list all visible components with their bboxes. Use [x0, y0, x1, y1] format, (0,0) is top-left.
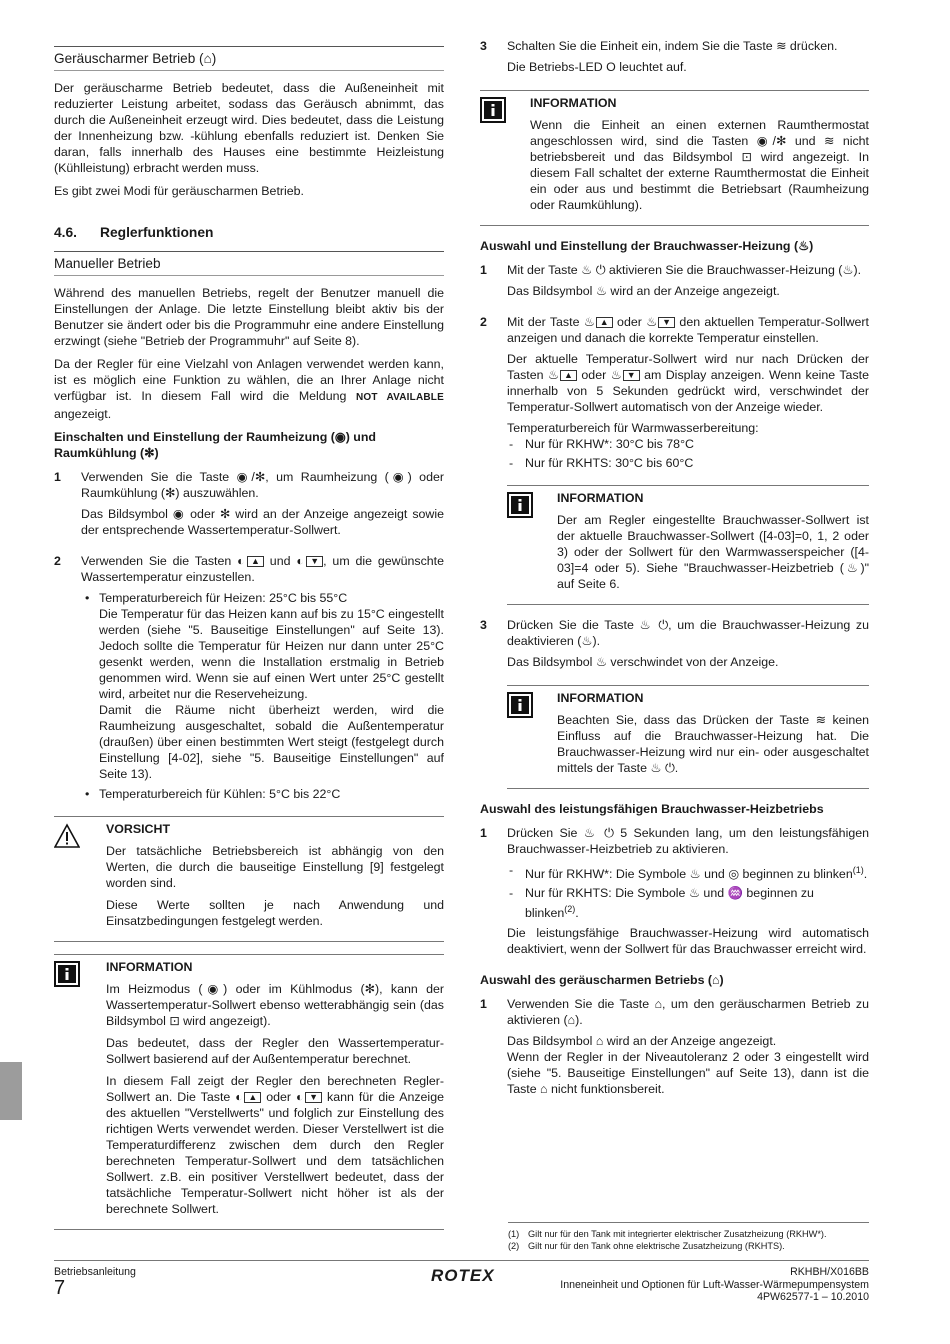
footnote-ref: (2) [564, 904, 576, 914]
list-item: - Nur für RKHW*: Die Symbole ♨ und ◎ beginnen zu blinken$^{(1)}$. [507, 862, 869, 882]
list-item: - Nur für RKHW*: 30°C bis 78°C [507, 436, 869, 452]
page-number: 7 [54, 1277, 66, 1299]
step-2: 2 Verwenden Sie die Tasten ◐ ▲ und ◐ ▼ , um die gewünschte Wassertemperatur einzustellen. • Temperaturbereich für Heizen: 25°C bis 55°C Die Temperatur für das Heizen kann auf bis zu 15°C eingestellt werden (siehe "5. Bauseitige Einstellungen" auf Seite 13). Jedoch sollte die Temperatur für Heizen nur dann unter 25°C gesenkt werden, wenn die Installation erstmalig in Betrieb genommen wird. Wenn sie auf einen Wert unter 25°C gestellt wird, arbeitet nur die Reserveheizung. Damit die Räume nicht überheizt werden, wird die Raumheizung ausgeschaltet, sobald die Außentemperatur (draußen) über einen bestimmten Wert steigt (festgelegt durch Einstellung [4-02], siehe "5. Bauseitige Einstellungen" auf Seite 13). • Temperaturbereich für Kühlen: 5°C bis 22°C [54, 553, 444, 806]
down-key-icon: ▼ [305, 1092, 322, 1103]
subheading-quiet-mode: Auswahl des geräuscharmen Betriebs (⌂) [480, 973, 724, 987]
step-2: 2 Mit der Taste ♨ ▲ oder ♨ ▼ den aktuellen Temperatur-Sollwert anzeigen und danach die korrekte Temperatur einstellen. Der aktuelle Temperatur-Sollwert wird nur nach Drücken der Tasten ♨ ▲ oder ♨ ▼ am Display anzeigen. Wenn keine Taste innerhalb von 5 Sekunden gedrückt wird, verschwindet der Temperatur-Sollwert automatisch von der Anzeige wieder. Temperaturbereich für Warmwasserbereitung: - Nur für RKHW*: 30°C bis 78°C - Nur für RKHTS: 30°C bis 60°C [480, 314, 869, 475]
doc-info [560, 1266, 869, 1304]
caution-title: VORSICHT [106, 822, 171, 836]
up-key-icon: ▲ [247, 556, 264, 567]
info-icon [507, 492, 533, 518]
footnote-ref: (1) [852, 865, 864, 875]
paragraph: Es gibt zwei Modi für geräuscharmen Betrieb. [54, 184, 304, 198]
step-1: 1 Verwenden Sie die Taste ◉/✻, um Raumheizung (◉) oder Raumkühlung (✻) auszuwählen. Das Bildsymbol ◉ oder ✻ wird an der Anzeige angezeigt sowie der entsprechende Wassertemperatur-Sollwert. [54, 470, 444, 537]
up-key-icon: ▲ [560, 370, 577, 381]
doc-subtitle: Inneneinheit und Optionen für Luft-Wasser-Wärmepumpensystem [560, 1278, 869, 1291]
info-box: INFORMATION Der am Regler eingestellte Brauchwasser-Sollwert ist der aktuelle Brauchwasser-Sollwert ([4-03]=0, 1, 2 oder 3) oder der Sollwert für den Warmwasserspeicher ([4-03]=4 oder 5). Siehe "Brauchwasser-Heizbetrieb (♨)" auf Seite 6. [507, 485, 869, 605]
chapter-number: 4.6. [54, 225, 78, 240]
info-icon [54, 961, 80, 987]
paragraph: Der geräuscharme Betrieb bedeutet, dass die Außeneinheit mit reduzierter Leistung arbeitet, sodass das Geräusch abnimmt, das durch die Außeneinheit erzeugt wird. Dies bedeutet, dass die Leistung der Innenheizung bzw. -kühlung ebenfalls reduziert ist. Denken Sie daran, falls innerhalb des Hauses eine bestimmte Heizleistung (Kühlleistung) erbracht werden muss. [54, 81, 444, 175]
footnotes [508, 1222, 869, 1252]
list-item: - Nur für RKHTS: Die Symbole ♨ und ♒ beginnen zu blinken$^{(2)}$. [507, 885, 869, 921]
subheading-hot-water: Auswahl und Einstellung der Brauchwasser-Heizung (♨) [480, 239, 814, 253]
paragraph: Da der Regler für eine Vielzahl von Anlagen verwendet werden kann, ist es möglich eine Funktion zu wählen, die an Ihrer Anlage nicht verfügbar ist. In diesem Fall wird die Meldung NOT AVAILABLE angezeigt. [54, 357, 444, 421]
info-icon [507, 692, 533, 718]
dash-list [507, 436, 869, 471]
down-key-icon: ▼ [623, 370, 640, 381]
info-box: INFORMATION Im Heizmodus (◉) oder im Kühlmodus (✻), kann der Wassertemperatur-Sollwert ebenso wetterabhängig sein (das Bildsymbol ⊡ wird angezeigt). Das bedeutet, dass der Regler den Wassertemperatur-Sollwert basierend auf der Außentemperatur berechnet. In diesem Fall zeigt der Regler den berechneten Regler-Sollwert an. Die Taste ◐ ▲ oder ◐ ▼ kann für die Anzeige des aktuellen "Verstellwerts" und folglich zur Einstellung des richtigen Werts verwendet werden. Dieser Verstellwert ist die Temperaturdifferenz zwischen dem durch den Regler berechneten Temperatur-Sollwert und dem tatsächlichen Sollwert. z.B. ein positiver Verstellwert bedeutet, dass der tatsächliche Temperatur-Sollwert nicht höher ist als der berechnete Sollwert. [54, 954, 444, 1230]
info-icon [480, 97, 506, 123]
footnote: (2) Gilt nur für den Tank ohne elektrische Zusatzheizung (RKHTS). [508, 1241, 785, 1251]
info-title: INFORMATION [106, 960, 193, 974]
paragraph: Während des manuellen Betriebs, regelt der Benutzer manuell die Einstellungen der Anlage. Die letzte Einstellung bleibt aktiv bis der Benutzer sie ändert oder bis die Programmuhr eine andere Einstellung erzwingt (siehe "Betrieb der Programmuhr" auf Seite 8). [54, 286, 444, 348]
brand-logo: ROTEX [431, 1266, 495, 1285]
warning-icon [54, 823, 80, 849]
dash-list [507, 862, 869, 921]
info-box: INFORMATION Beachten Sie, dass das Drücken der Taste ≋ keinen Einfluss auf die Brauchwasser-Heizung hat. Die Brauchwasser-Heizung wird nur ein- oder ausgeschaltet mittels der Taste ♨ ⏻. [507, 685, 869, 789]
page-footer [54, 1260, 869, 1303]
step-1: 1 Verwenden Sie die Taste ⌂, um den geräuscharmen Betrieb zu aktivieren (⌂). Das Bildsymbol ⌂ wird an der Anzeige angezeigt. Wenn der Regler in der Niveautoleranz 2 oder 3 eingestellt wird (siehe "5. Bauseitige Einstellungen" auf Seite 13), dann ist die Taste ⌂ nicht funktionsbereit. [480, 997, 869, 1096]
step-1: 1 Mit der Taste ♨ ⏻ aktivieren Sie die Brauchwasser-Heizung (♨). Das Bildsymbol ♨ wird an der Anzeige angezeigt. [480, 263, 862, 298]
step-1: 1 Drücken Sie ♨ ⏻ 5 Sekunden lang, um den leistungsfähigen Brauchwasser-Heizbetrieb zu aktivieren. - Nur für RKHW*: Die Symbole ♨ und ◎ beginnen zu blinken$^{(1)}$. - Nur für RKHTS: Die Symbole ♨ und ♒ beginnen zu blinken$^{(2)}$. Die leistungsfähige Brauchwasser-Heizung wird automatisch deaktiviert, wenn der Sollwert für das Brauchwasser erreicht wird. [480, 825, 869, 962]
right-column [480, 38, 869, 1112]
info-box: INFORMATION Wenn die Einheit an einen externen Raumthermostat angeschlossen wird, sind die Tasten ◉/✻ und ≋ nicht betriebsbereit und das Bildsymbol ⊡ wird angezeigt. In diesem Fall schaltet der externe Raumthermostat die Einheit ein oder aus und bestimmt die Betriebsart (Raumheizung oder Raumkühlung). [480, 90, 869, 226]
list-item: • Temperaturbereich für Heizen: 25°C bis 55°C Die Temperatur für das Heizen kann auf bis zu 15°C eingestellt werden (siehe "5. Bauseitige Einstellungen" auf Seite 13). Jedoch sollte die Temperatur für Heizen nur dann unter 25°C gesenkt werden, wenn die Installation erstmalig in Betrieb genommen wird. Wenn sie auf einen Wert unter 25°C gestellt wird, arbeitet nur die Reserveheizung. Damit die Räume nicht überheizt werden, wird die Raumheizung ausgeschaltet, sobald die Außentemperatur (draußen) über einen bestimmten Wert steigt (festgelegt durch Einstellung [4-02], siehe "5. Bauseitige Einstellungen" auf Seite 13). [81, 590, 444, 782]
section-heading-manual: Manueller Betrieb [54, 251, 444, 276]
not-available-message: NOT AVAILABLE [355, 392, 444, 403]
up-key-icon: ▲ [244, 1092, 261, 1103]
chapter-title: Reglerfunktionen [100, 225, 214, 240]
doc-type: Betriebsanleitung [54, 1266, 136, 1278]
caution-box: VORSICHT Der tatsächliche Betriebsbereich ist abhängig von den Werten, die durch die bauseitige Einstellung [9] festgelegt worden sind. Diese Werte sollten je nach Anwendung und Einsatzbedingungen festgelegt werden. [54, 816, 444, 942]
step-3: 3 Drücken Sie die Taste ♨ ⏻, um die Brauchwasser-Heizung zu deaktivieren (♨). Das Bildsymbol ♨ verschwindet von der Anzeige. [480, 618, 869, 669]
list-item: • Temperaturbereich für Kühlen: 5°C bis 22°C [81, 786, 444, 802]
model-code: RKHBH/X016BB [790, 1266, 869, 1278]
down-key-icon: ▼ [306, 556, 323, 567]
bullet-list [81, 590, 444, 802]
section-heading-quiet-mode: Geräuscharmer Betrieb (⌂) [54, 46, 444, 71]
chapter-tab-marker [0, 1062, 22, 1120]
step-3: 3 Schalten Sie die Einheit ein, indem Sie die Taste ≋ drücken. Die Betriebs-LED O leuchtet auf. [480, 39, 838, 74]
subheading-heating-cooling: Einschalten und Einstellung der Raumheizung (◉) und Raumkühlung (✻) [54, 430, 376, 460]
list-item: - Nur für RKHTS: 30°C bis 60°C [507, 455, 869, 471]
chapter-heading [54, 225, 444, 241]
left-column [54, 38, 444, 1242]
down-key-icon: ▼ [658, 317, 675, 328]
doc-code: 4PW62577-1 – 10.2010 [757, 1291, 869, 1303]
subheading-powerful-mode: Auswahl des leistungsfähigen Brauchwasser-Heizbetriebs [480, 802, 824, 816]
up-key-icon: ▲ [596, 317, 613, 328]
footnote: (1) Gilt nur für den Tank mit integrierter elektrischer Zusatzheizung (RKHW*). [508, 1229, 827, 1239]
